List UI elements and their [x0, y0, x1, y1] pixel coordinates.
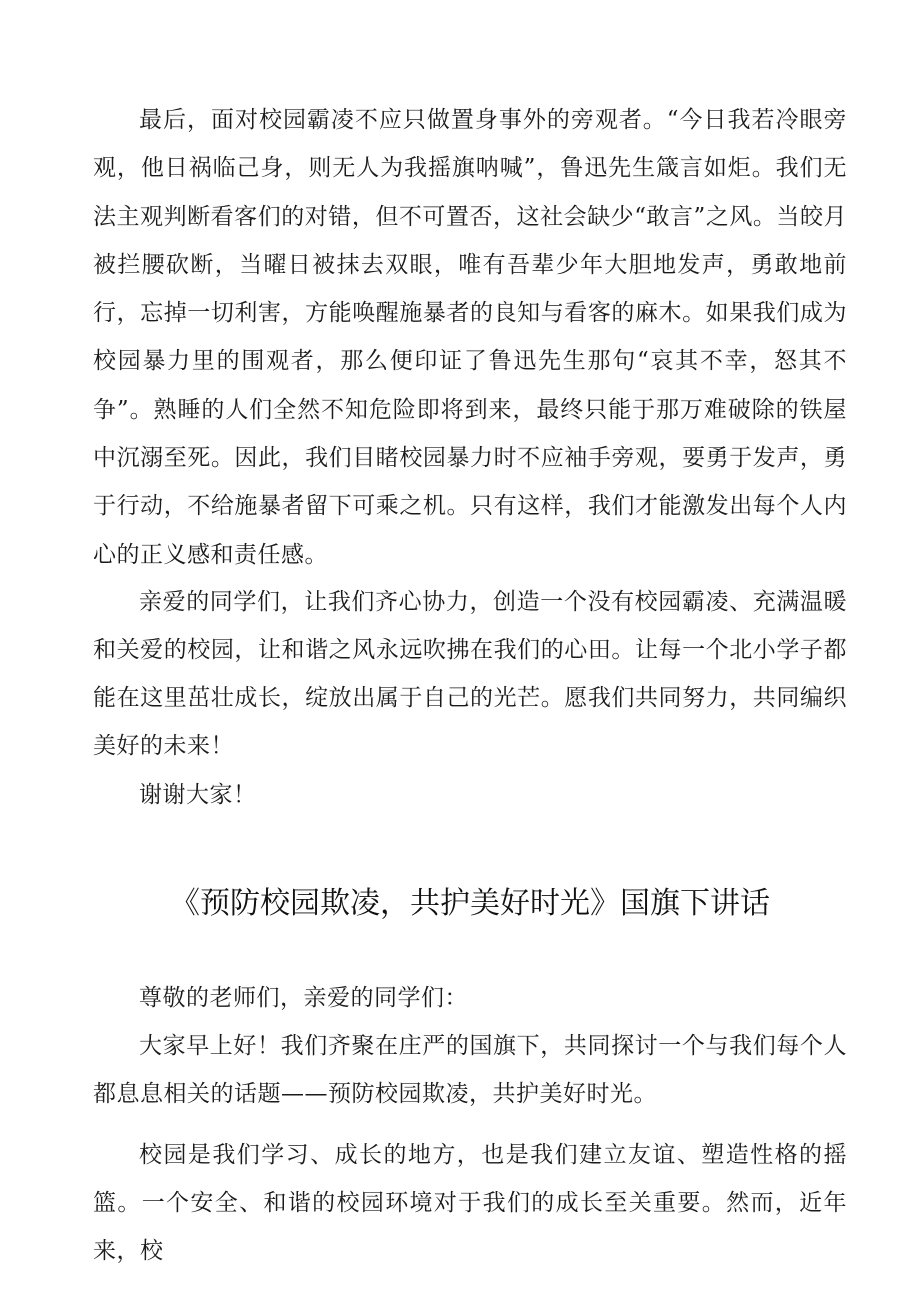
paragraph-campus: 校园是我们学习、成长的地方，也是我们建立友谊、塑造性格的摇篮。一个安全、和谐的校园环境对于我们的成长至关重要。然而，近年来，校	[93, 1142, 847, 1264]
paragraph-bystander: 最后，面对校园霸凌不应只做置身事外的旁观者。“今日我若冷眼旁观，他日祸临己身，则无人为我摇旗呐喊”，鲁迅先生箴言如炬。我们无法主观判断看客们的对错，但不可置否，这社会缺少“敢言”之风。当皎月被拦腰砍断，当曜日被抹去双眼，唯有吾辈少年大胆地发声，勇敢地前行，忘掉一切利害，方能唤醒施暴者的良知与看客的麻木。如果我们成为校园暴力里的围观者，那么便印证了鲁迅先生那句“哀其不幸，怒其不争”。熟睡的人们全然不知危险即将到来，最终只能于那万难破除的铁屋中沉溺至死。因此，我们目睹校园暴力时不应袖手旁观，要勇于发声，勇于行动，不给施暴者留下可乘之机。只有这样，我们才能激发出每个人内心的正义感和责任感。	[93, 107, 847, 568]
paragraph-greeting: 大家早上好！我们齐聚在庄严的国旗下，共同探讨一个与我们每个人都息息相关的话题——预防校园欺凌，共护美好时光。	[93, 1033, 847, 1107]
section-title: 《预防校园欺凌，共护美好时光》国旗下讲话	[170, 886, 770, 921]
paragraph-salutation: 尊敬的老师们，亲爱的同学们：	[139, 985, 468, 1011]
paragraph-thanks: 谢谢大家！	[139, 782, 257, 808]
paragraph-appeal: 亲爱的同学们，让我们齐心协力，创造一个没有校园霸凌、充满温暖和关爱的校园，让和谐之风永远吹拂在我们的心田。让每一个北小学子都能在这里茁壮成长，绽放出属于自己的光芒。愿我们共同努力，共同编织美好的未来！	[93, 589, 847, 759]
